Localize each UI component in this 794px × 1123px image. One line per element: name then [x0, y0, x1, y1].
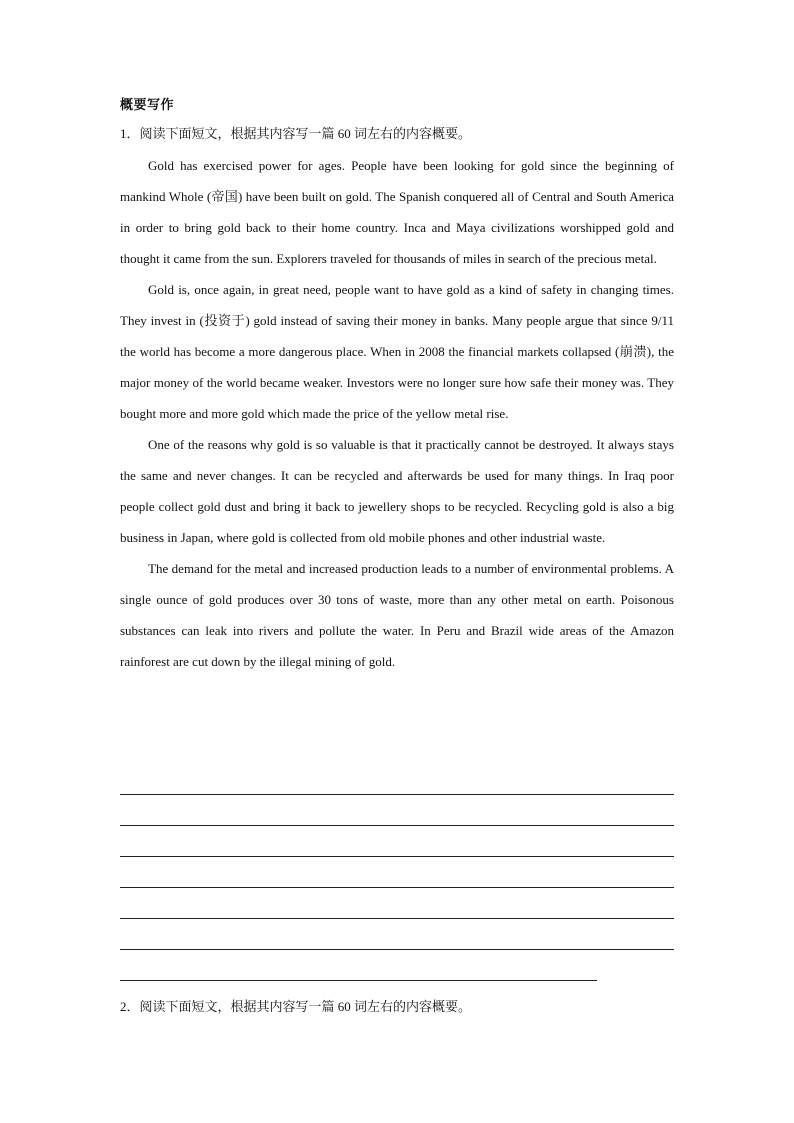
answer-area[interactable] [120, 794, 674, 1011]
answer-line-short[interactable] [120, 980, 597, 981]
passage-paragraph-2: Gold is, once again, in great need, people want to have gold as a kind of safety in changing times. They invest in (投资于) gold instead of saving their money in banks. Many people argue that since 9/11 the world has become a more dangerous place. When in 2008 the financial markets collapsed (崩溃), the major money of the world became weaker. Investors were no longer sure how safe their money was. They bought more and more gold which made the price of the yellow metal rise. [120, 282, 674, 421]
passage-paragraph-1: Gold has exercised power for ages. People have been looking for gold since the beginning of mankind Whole (帝国) have been built on gold. The Spanish conquered all of Central and South America in order to bring gold back to their home country. Inca and Maya civilizations worshipped gold and thought it came from the sun. Explorers traveled for thousands of miles in search of the precious metal. [120, 158, 674, 266]
passage-paragraph-4: The demand for the metal and increased production leads to a number of environmental problems. A single ounce of gold produces over 30 tons of waste, more than any other metal on earth. Poisonous substances can leak into rivers and pollute the water. In Peru and Brazil wide areas of the Amazon rainforest are cut down by the illegal mining of gold. [120, 561, 674, 669]
answer-line[interactable] [120, 825, 674, 826]
answer-line[interactable] [120, 856, 674, 857]
question-1-prompt: 1．阅读下面短文，根据其内容写一篇 60 词左右的内容概要。 [120, 126, 472, 141]
answer-line[interactable] [120, 918, 674, 919]
section-title: 概要写作 [120, 98, 175, 113]
question-1-passage [120, 150, 674, 677]
question-2-prompt: 2．阅读下面短文，根据其内容写一篇 60 词左右的内容概要。 [120, 999, 472, 1014]
answer-line[interactable] [120, 794, 674, 795]
answer-line[interactable] [120, 949, 674, 950]
answer-line[interactable] [120, 887, 674, 888]
passage-paragraph-3: One of the reasons why gold is so valuable is that it practically cannot be destroyed. It always stays the same and never changes. It can be recycled and afterwards be used for many things. In Iraq poor people collect gold dust and bring it back to jewellery shops to be recycled. Recycling gold is also a big business in Japan, where gold is collected from old mobile phones and other industrial waste. [120, 437, 674, 545]
